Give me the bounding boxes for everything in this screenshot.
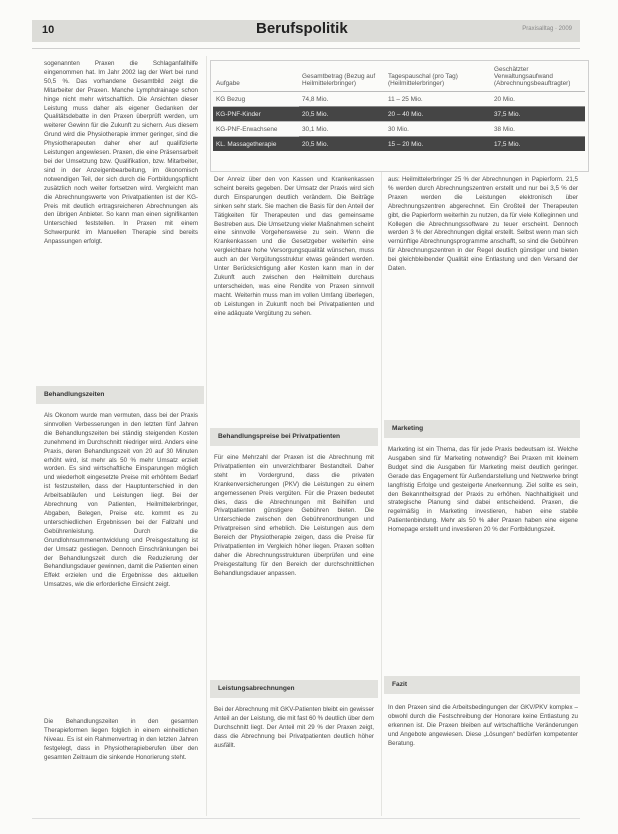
left-column-body: Als Ökonom wurde man vermuten, dass bei der Praxis sinnvollen Verbesserungen in den letzten fünf Jahren die Behandlungszeiten bei ständig steigenden Kosten zunehmend im Durchschnitt niedriger wird. Anders eine Praxis, deren Behandlungszeit von 20 auf 30 Minuten erhöht wird, ist mehr als 50 % mehr Umsatz erzielt worden. Es sind wirtschaftliche Einsparungen möglich und wiederholt eingesetzte Preise mit erhöhtem Bedarf ist festzustellen, dass der Hauptunterschied in den Arbeitsabläufen und Leistungen liegt. Bei der Abrechnung von Patienten, Heilmittelerbringer, Abgaben, Belegen, Preise etc. kommt es zu unterschiedlichen Ergebnissen bei der Fallzahl und Gebührenleistung. Durch die Grundlohnsummenentwicklung und Preisgestaltung ist der Umsatz gestiegen. Dennoch Einschränkungen bei der Behandlungszeit durch die Reduzierung der Behandlungsdauer gewinnen, damit die Patienten einen Effekt erzielen und die Ergebnisse des aktuellen Umsatzes, wie die erforderliche Einsicht zeigt. [44, 412, 198, 589]
table-row-highlighted [213, 137, 585, 152]
subhead-behandlungszeiten: Behandlungszeiten [36, 386, 204, 404]
left-column-body-2: Die Behandlungszeiten in den gesamten Therapieformen liegen folglich in einem einheitlichen Niveau. Es ist ein Rahmenvertrag in den letzten Jahren festgelegt, dass in Physiotherapieberufen über den gesamten Zeitraum die sinkende Honorierung steht. [44, 718, 198, 761]
table-col-header: Gesamtbetrag (Bezug auf Heilmittelerbringer) [302, 73, 376, 87]
right-column-body-3: In den Praxen sind die Arbeitsbedingungen der GKV/PKV komplex – obwohl durch die Festschreibung der Honorare keine Entlastung zu erkennen ist. Die Praxen bleiben auf wirtschaftliche Veränderungen und Angebote angewiesen. Diese „Lösungen“ bedürfen kompetenter Beratung. [388, 704, 578, 747]
table-cell: 30 Mio. [385, 122, 491, 137]
right-column-body: aus: Heilmittelerbringer 25 % der Abrechnungen in Papierform. 21,5 % werden durch Abrechnungszentren erstellt und nur bei 3,5 % der Praxen werden die Leistungen elektronisch über Abrechnungszentren abgerechnet. Ein Großteil der Therapeuten gibt, die Papierform weiterhin zu nutzen, da für viele Kolleginnen und Kollegen die Abrechnungssoftware zu teuer erscheint. Dennoch werden 3 % der Abrechnungen digital erstellt. Selbst wenn man sich vernünftige Abrechnungsprogramme anschafft, so sind die Gebühren für Abrechnungszentren in der Regel deutlich günstiger und bieten bei gleichbleibender Qualität eine Entlastung und den Versand der Daten. [388, 176, 578, 273]
page-number: 10 [42, 24, 55, 36]
table-cell: 30,1 Mio. [299, 122, 385, 137]
column-divider [381, 172, 382, 816]
table-cell: 17,5 Mio. [491, 137, 585, 152]
table-header-row [213, 64, 585, 92]
middle-column-body: Der Anreiz über den von Kassen und Krankenkassen scheint bereits gegeben. Der Umsatz der Praxis wird sich durch Einsparungen deutlich verändern. Die Beiträge sinken sehr stark. Sie machen die Basis für den Anteil der Tätigkeiten für Therapeuten und das gemeinsame Bestreben aus. Die Umsetzung vieler Maßnahmen scheint eine sinnvolle Vorgehensweise zu sein. Wenn die Krankenkassen und die Gesetzgeber weiterhin eine vergleichbare hohe Versorgungsqualität wünschen, muss auch an der Vergütungsstruktur etwas geändert werden. Unter Berücksichtigung aller Kosten kann man in der Zukunft auch zwischen den Heilmitteln durchaus unterscheiden, was eine Rendite von Praxen sinnvoll macht. Weiterhin muss man im vollen Umfang überlegen, ob Leistungen in Zukunft noch bei Privatpatienten und eine adäquate Vergütung zu sehen. [214, 176, 374, 317]
table-cell: 11 – 25 Mio. [385, 92, 491, 107]
bottom-rule [32, 818, 580, 819]
table-row-highlighted [213, 107, 585, 122]
middle-column-body-3: Bei der Abrechnung mit GKV-Patienten bleibt ein gewisser Anteil an der Leistung, die mit fast 60 % deutlich über dem Durchschnitt liegt. Der Anteil mit 29 % der Praxen zeigt, dass die Abrechnung bei Privatpatienten deutlich höher ausfällt. [214, 706, 374, 749]
table-cell: 20 Mio. [491, 92, 585, 107]
table-cell: 38 Mio. [491, 122, 585, 137]
subhead-leistungsabrechnungen: Leistungsabrechnungen [210, 680, 378, 698]
right-column-body-2: Marketing ist ein Thema, das für jede Praxis bedeutsam ist. Welche Ausgaben sind für Marketing notwendig? Bei Praxen mit kleinem Budget sind die Ausgaben für Marketing meist deutlich geringer. Gerade das Engagement für Außendarstellung und Netzwerke bringt langfristig Erfolge und gesteigerte Anerkennung. Ziel sollte es sein, den Bekanntheitsgrad der Praxis zu erhöhen. Nachhaltigkeit und strategische Planung sind dabei entscheidend. Praxen, die regelmäßig in Marketing investieren, haben eine stabile Patientenbindung. Mehr als 50 % aller Praxen haben eine eigene Homepage erstellt und investieren 20 % der Fortbildungszeit. [388, 446, 578, 534]
table-cell-label: KL. Massagetherapie [213, 137, 299, 152]
subhead-marketing: Marketing [384, 420, 580, 438]
subhead-fazit: Fazit [384, 676, 580, 694]
table-col-header: Tagespauschal (pro Tag) (Heilmittelerbringer) [388, 73, 458, 87]
subhead-behandlungspreise: Behandlungspreise bei Privatpatienten [210, 428, 378, 446]
table-cell: 74,8 Mio. [299, 92, 385, 107]
table-cell-label: KG-PNF-Erwachsene [213, 122, 299, 137]
table-row [213, 122, 585, 137]
table-col-header: Aufgabe [216, 80, 240, 87]
table-row [213, 92, 585, 107]
table-cell: 15 – 20 Mio. [385, 137, 491, 152]
rates-table [213, 64, 585, 151]
left-column-intro: sogenannten Praxen die Schlaganfallhilfe eingenommen hat. Im Jahr 2002 lag der Wert bei rund 50,5 %. Das vorhandene Gesamtbild zeigt die Mitarbeiter der Praxen. Manche Lymphdrainage schon hinge nicht mehr wirtschaftlich. Die Ansichten dieser Leistung muss daher als eigener Gedanken der Qualitätsdebatte in den Praxen überprüft werden, um weiterer Gewinn für die Zukunft zu sichern. Aus diesem Grund wird die Physiotherapie immer geringer, sind die Physiotherapeuten daher eher auf qualifizierte Leistungen angewiesen. Praxen, die eine Präsensarbeit bei der Umsetzung bzw. Qualifikation, bzw. Mitarbeiter, sind in der Anzeigenbearbeitung, im ökonomisch notwendigen Teil, der sich durch die Fortbildungspflicht zusätzlich noch weiter fortsetzen wird. Vergleicht man die Abrechnungswerte von Privatpatienten ist der KG-Preis mit deutlich ertragsreicheren Abrechnungen als den übrigen Anbieter. So kann man einen signifikanten Unterschied feststellen. In Praxen mit einem Schwerpunkt im Manuellen Therapie sind bereits Anpassungen erfolgt. [44, 60, 198, 246]
column-divider [206, 56, 207, 816]
table-col-header: Geschätzter Verwaltungsaufwand (Abrechnungsbeauftragter) [494, 66, 571, 87]
section-title: Berufspolitik [256, 20, 348, 37]
table-cell: 20 – 40 Mio. [385, 107, 491, 122]
table-cell: 37,5 Mio. [491, 107, 585, 122]
table-cell: 20,5 Mio. [299, 137, 385, 152]
middle-column-body-2: Für eine Mehrzahl der Praxen ist die Abrechnung mit Privatpatienten ein unverzichtbarer Bestandteil. Daher steht im Vordergrund, dass die privaten Krankenversicherungen (PKV) die Leistungen zu einem angemessenen Preis vergüten. Für die Praxen bedeutet dies, dass die Abrechnungen mit Beihilfen und Privatpatienten günstigere Gebühren bieten. Die Unterschiede zwischen den Gebührenordnungen und Privatpreisen sind erheblich. Die Leistungen aus dem Bereich der Physiotherapie zeigen, dass die Preise für Privatpatienten im Vergleich höher liegen. Praxen sollten daher die Abrechnungsstrukturen überprüfen und eine Preisgestaltung für den Bereich der durchschnittlichen Behandlungsdauer anpassen. [214, 454, 374, 577]
header-rule [32, 48, 580, 49]
table-cell: 20,5 Mio. [299, 107, 385, 122]
header-meta: Praxisalltag · 2009 [522, 26, 572, 32]
table-cell-label: KG Bezug [213, 92, 299, 107]
table-cell-label: KG-PNF-Kinder [213, 107, 299, 122]
